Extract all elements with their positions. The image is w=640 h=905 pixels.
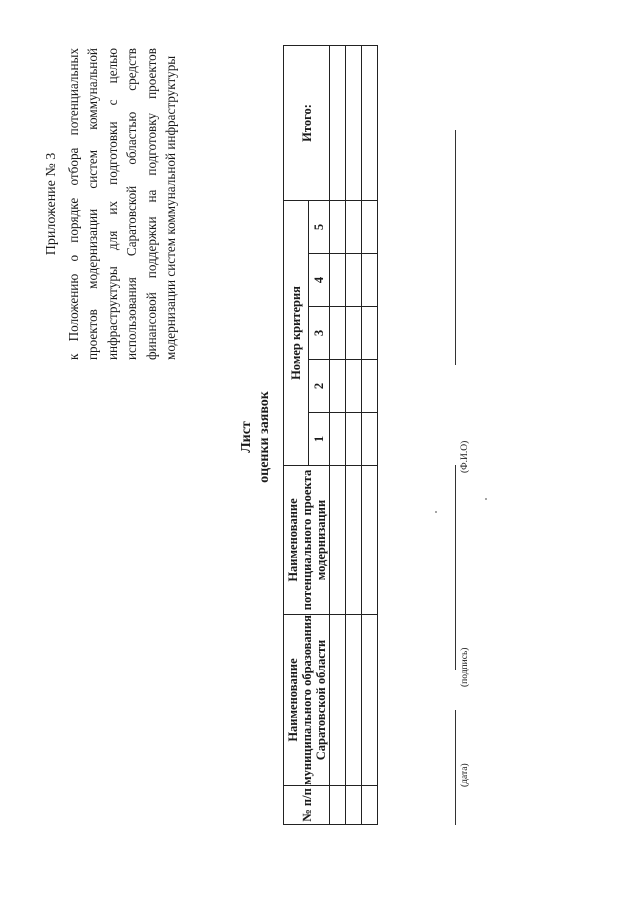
table-cell [346,413,362,466]
table-cell [346,466,362,615]
criterion-number: 2 [309,360,330,413]
scan-speck [435,511,437,513]
date-line [455,710,456,825]
criterion-number: 4 [309,254,330,307]
table-cell [362,360,378,413]
annex-line: финансовой поддержки на подготовку проектов [143,48,159,360]
header-project-line: модернизации [313,499,328,581]
table-cell [330,413,346,466]
signature-line [455,465,456,670]
scan-speck [485,498,487,500]
table-cell [346,360,362,413]
annex-title: Приложение № 3 [44,152,59,256]
header-project [284,466,330,615]
form-heading [238,367,274,507]
table-cell [330,360,346,413]
name-line [455,130,456,365]
header-municipality-line: муниципального образования [299,615,314,785]
form-title: Лист [239,421,254,453]
table-cell [346,254,362,307]
table-cell [346,307,362,360]
header-municipality-line: Саратовской области [313,639,328,761]
table-cell [362,466,378,615]
table-cell [362,786,378,825]
annex-block [42,48,181,360]
table-cell [330,201,346,254]
signature-caption: (подпись) [460,647,470,687]
date-caption: (дата) [460,763,470,787]
header-number: № п/п [284,786,330,825]
name-caption: (Ф.И.О) [460,440,470,473]
header-municipality [284,615,330,786]
table-row [362,46,378,825]
table-cell [362,46,378,201]
form-subtitle: оценки заявок [257,391,272,483]
table-cell [362,615,378,786]
table-cell [362,201,378,254]
header-project-line: Наименование [285,498,300,582]
evaluation-table [283,45,378,825]
table-cell [330,786,346,825]
annex-line: проектов модернизации систем коммунальной [85,48,100,360]
table-row [330,46,346,825]
table-cell [346,786,362,825]
header-total: Итого: [284,46,330,201]
annex-line: модернизации систем коммунальной инфраструктуры [163,55,178,360]
criterion-number: 1 [309,413,330,466]
table-cell [346,615,362,786]
table-cell [330,466,346,615]
header-municipality-line: Наименование [285,658,300,742]
table-row [346,46,362,825]
header-project-line: потенциального проекта [299,469,314,611]
table-cell [362,254,378,307]
table-cell [330,254,346,307]
table-cell [362,413,378,466]
annex-line: инфраструктуры для их подготовки с целью [104,48,120,360]
table-cell [362,307,378,360]
table-cell [330,307,346,360]
annex-line: к Положению о порядке отбора потенциальных [65,48,81,360]
table-cell [330,46,346,201]
table-cell [346,46,362,201]
annex-line: использования Саратовской областью средств [124,48,139,360]
criterion-number: 5 [309,201,330,254]
table-cell [346,201,362,254]
table-cell [330,615,346,786]
header-criteria: Номер критерия [284,201,309,466]
criterion-number: 3 [309,307,330,360]
